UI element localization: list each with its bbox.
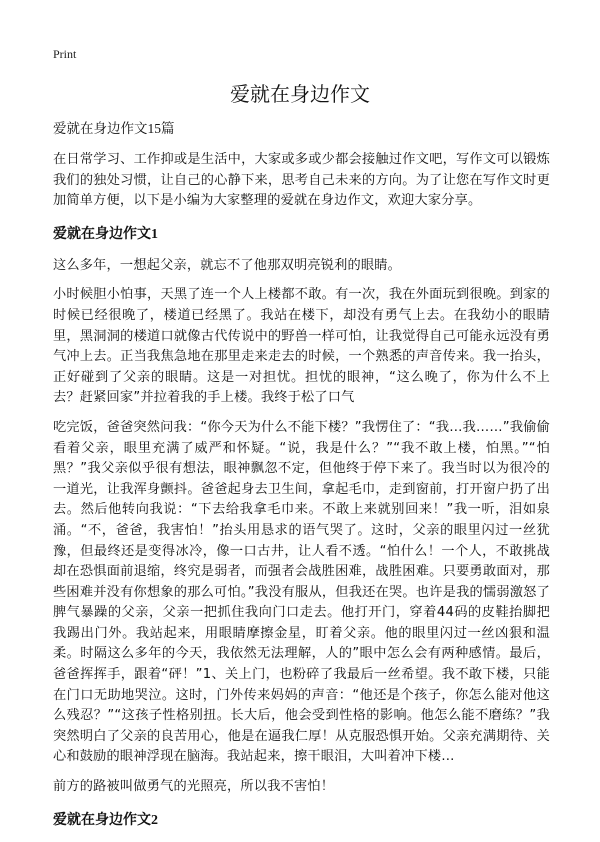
section-1-paragraph-1: 这么多年，一想起父亲，就忘不了他那双明亮锐利的眼睛。 <box>53 257 402 273</box>
section-1-paragraph-4: 前方的路被叫做勇气的光照亮，所以我不害怕！ <box>53 779 335 795</box>
article-body <box>53 120 550 842</box>
section-1-paragraph-2: 小时候胆小怕事，天黑了连一个人上楼都不敢。有一次，我在外面玩到很晚。到家的时候已经很晚了，楼道已经黑了。我站在楼下，却没有勇气上去。在我幼小的眼睛里，黑洞洞的楼道口就像古代传说中的野兽一样可怕，让我觉得自己可能永远没有勇气冲上去。正当我焦急地在那里走来走去的时候，一个熟悉的声音传来。我一抬头，正好碰到了父亲的眼睛。这是一对担忧。担忧的眼神，“这么晚了，你为什么不上去？赶紧回家”并拉着我的手上楼。我终于松了口气 <box>53 287 550 406</box>
article-subtitle: 爱就在身边作文15篇 <box>53 121 175 136</box>
section-1-paragraph-3: 吃完饭，爸爸突然问我：“你今天为什么不能下楼？”我愣住了：“我…我……”我偷偷看着父亲，眼里充满了威严和怀疑。“说，我是什么？”“我不敢上楼，怕黑。”“怕黑？”我父亲似乎很有想法，眼神飘忽不定，但他终于停下来了。我当时以为很冷的一道光，让我浑身颤抖。爸爸起身去卫生间，拿起毛巾，走到窗前，打开窗户扔了出去。然后他转向我说：“下去给我拿毛巾来。不敢上来就别回来！”我一听，泪如泉涌。“不，爸爸，我害怕！”抬头用恳求的语气哭了。这时，父亲的眼里闪过一丝犹豫，但最终还是变得冰冷，像一口古井，让人看不透。“怕什么！一个人，不敢挑战却在恐惧面前退缩，终究是弱者，而强者会战胜困难，战胜困难。只要勇敢面对，那些困难并没有你想象的那么可怕。”我没有服从，但我还在哭。也许是我的懦弱激怒了脾气暴躁的父亲，父亲一把抓住我向门口走去。他打开门，穿着44码的皮鞋抬脚把我踢出门外。我站起来，用眼睛摩擦金星，盯着父亲。他的眼里闪过一丝凶狠和温柔。时隔这么多年的今天，我依然无法理解，人的”眼中怎么会有两种感情。最后，爸爸挥挥手，跟着“砰！”1、关上门，也粉碎了我最后一丝希望。我不敢下楼，只能在门口无助地哭泣。这时，门外传来妈妈的声音：“他还是个孩子，你怎么能对他这么残忍？”“这孩子性格别扭。长大后，他会受到性格的影响。他怎么能不磨练？”我突然明白了父亲的良苦用心，他是在逼我仁厚！从克服恐惧开始。父亲充满期待、关心和鼓励的眼神浮现在脑海。我站起来，擦干眼泪，大叫着冲下楼… <box>53 419 550 765</box>
section-heading-2: 爱就在身边作文2 <box>53 812 158 828</box>
page-title: 爱就在身边作文 <box>230 82 370 106</box>
intro-paragraph: 在日常学习、工作抑或是生活中，大家或多或少都会接触过作文吧，写作文可以锻炼我们的独处习惯，让自己的心静下来，思考自己未来的方向。为了让您在写作文时更加简单方便，以下是小编为大家整理的爱就在身边作文，欢迎大家分享。 <box>53 152 550 209</box>
section-heading-1: 爱就在身边作文1 <box>53 226 158 242</box>
print-link[interactable]: Print <box>53 47 77 61</box>
